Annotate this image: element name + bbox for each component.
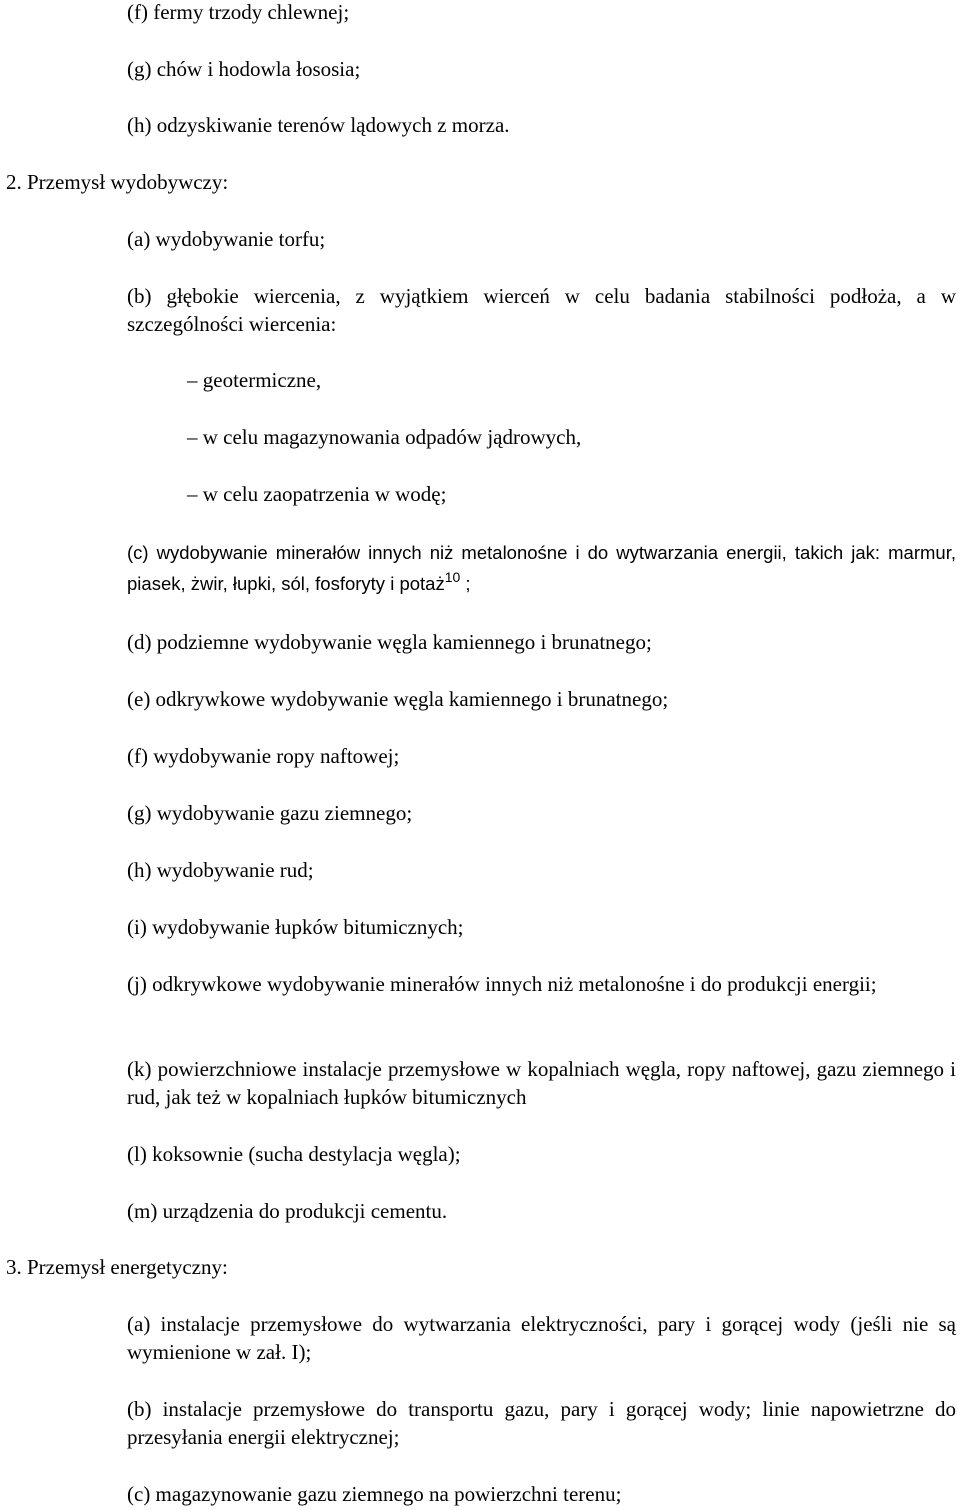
list-item-b-drilling: (b) głębokie wiercenia, z wyjątkiem wierceń w celu badania stabilności podłoża, a w szczególności wiercenia: — [127, 284, 956, 336]
section-3-heading: 3. Przemysł energetyczny: — [6, 1255, 228, 1279]
list-item-g-salmon: (g) chów i hodowla łososia; — [127, 57, 361, 81]
list-item-f-oil: (f) wydobywanie ropy naftowej; — [127, 744, 400, 768]
list-item-d-underground-coal: (d) podziemne wydobywanie węgla kamiennego i brunatnego; — [127, 630, 652, 654]
list-item-c-gas-storage: (c) magazynowanie gazu ziemnego na powierzchni terenu; — [127, 1482, 622, 1506]
section-2-heading: 2. Przemysł wydobywczy: — [6, 170, 229, 194]
list-item-b-transport: (b) instalacje przemysłowe do transportu gazu, pary i gorącej wody; linie napowietrzne do przesyłania energii elektrycznej; — [127, 1397, 956, 1449]
list-item-l-coke-ovens: (l) koksownie (sucha destylacja węgla); — [127, 1142, 461, 1166]
list-item-k-surface-installations: (k) powierzchniowe instalacje przemysłowe w kopalniach węgla, ropy naftowej, gazu ziemnego i rud, jak też w kopalniach łupków bitumicznych — [127, 1057, 956, 1109]
sub-item-geothermal: – geotermiczne, — [187, 368, 322, 392]
list-item-c-minerals — [127, 537, 956, 599]
list-item-e-opencast-coal: (e) odkrywkowe wydobywanie węgla kamiennego i brunatnego; — [127, 687, 669, 711]
list-item-a-peat: (a) wydobywanie torfu; — [127, 227, 326, 251]
list-item-m-cement: (m) urządzenia do produkcji cementu. — [127, 1199, 448, 1223]
list-item-c-end: ; — [460, 573, 471, 594]
list-item-a-energy-installations: (a) instalacje przemysłowe do wytwarzania elektryczności, pary i gorącej wody (jeśli nie są wymienione w zał. I); — [127, 1312, 956, 1364]
list-item-c-text: (c) wydobywanie minerałów innych niż metalonośne i do wytwarzania energii, takich jak: marmur, piasek, żwir, łupki, sól, fosforyty i potaż — [127, 542, 956, 594]
sub-item-water-supply: – w celu zaopatrzenia w wodę; — [187, 482, 447, 506]
list-item-h-ores: (h) wydobywanie rud; — [127, 858, 314, 882]
list-item-h-land-reclamation: (h) odzyskiwanie terenów lądowych z morza. — [127, 113, 510, 137]
list-item-f-pig-farms: (f) fermy trzody chlewnej; — [127, 0, 350, 24]
sub-item-nuclear-waste: – w celu magazynowania odpadów jądrowych, — [187, 425, 582, 449]
list-item-i-shale: (i) wydobywanie łupków bitumicznych; — [127, 915, 464, 939]
footnote-ref-10: 10 — [444, 569, 461, 585]
list-item-j-opencast-minerals: (j) odkrywkowe wydobywanie minerałów innych niż metalonośne i do produkcji energii; — [127, 972, 877, 996]
list-item-g-gas: (g) wydobywanie gazu ziemnego; — [127, 801, 413, 825]
